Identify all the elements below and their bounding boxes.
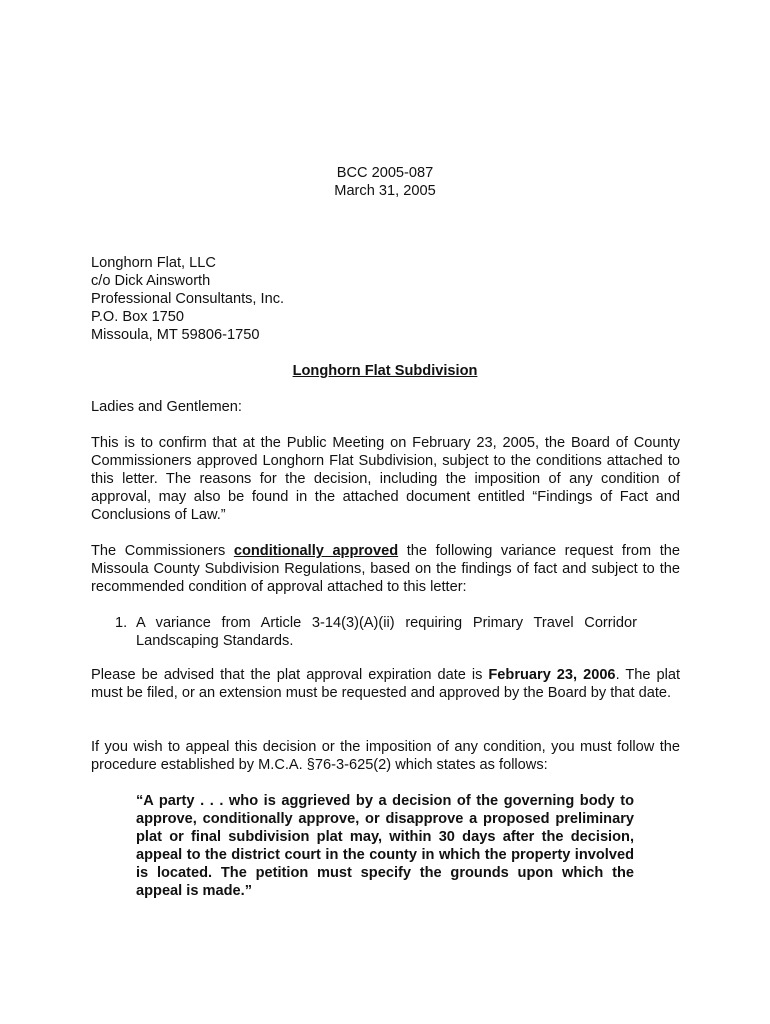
paragraph-text: Please be advised that the plat approval expiration date is bbox=[91, 667, 489, 683]
paragraph-confirmation: This is to confirm that at the Public Meeting on February 23, 2005, the Board of County Commissioners approved Longhorn Flat Subdivision, subject to the conditions attached to this letter. The reasons for the decision, including the imposition of any condition of approval, may also be found in the attached document entitled “Findings of Fact and Conclusions of Law.” bbox=[91, 435, 680, 523]
address-line: Missoula, MT 59806-1750 bbox=[91, 327, 260, 343]
address-line: P.O. Box 1750 bbox=[91, 309, 185, 325]
recipient-address bbox=[91, 254, 284, 344]
address-line: c/o Dick Ainsworth bbox=[91, 273, 211, 289]
paragraph-text: The Commissioners bbox=[91, 543, 234, 559]
paragraph-expiration bbox=[91, 666, 680, 702]
emphasis-expiration-date: February 23, 2006 bbox=[488, 667, 616, 683]
paragraph-appeal: If you wish to appeal this decision or the imposition of any condition, you must follow the procedure established by M.C.A. §76-3-625(2) which states as follows: bbox=[91, 739, 680, 773]
subject-line: Longhorn Flat Subdivision bbox=[292, 363, 478, 379]
address-line: Longhorn Flat, LLC bbox=[91, 255, 216, 271]
list-number: 1. bbox=[115, 615, 128, 631]
variance-list bbox=[115, 614, 637, 650]
salutation: Ladies and Gentlemen: bbox=[91, 399, 242, 415]
letter-date: March 31, 2005 bbox=[334, 183, 436, 199]
list-item: A variance from Article 3-14(3)(A)(ii) requiring Primary Travel Corridor Landscaping Standards. bbox=[136, 615, 637, 649]
paragraph-text: . The plat must be filed, or an extension must be requested and approved by the Board by that date. bbox=[91, 667, 681, 701]
paragraph-text: the following variance request from the Missoula County Subdivision Regulations, based on the findings of fact and subject to the recommended condition of approval attached to this letter: bbox=[91, 543, 680, 595]
paragraph-variance bbox=[91, 542, 680, 596]
emphasis-conditionally-approved: conditionally approved bbox=[233, 543, 399, 559]
reference-number: BCC 2005-087 bbox=[336, 165, 434, 181]
address-line: Professional Consultants, Inc. bbox=[91, 291, 285, 307]
letter-header bbox=[0, 164, 770, 200]
statute-quote: “A party . . . who is aggrieved by a decision of the governing body to approve, conditionally approve, or disapprove a proposed preliminary plat or final subdivision plat may, within 30 days after the decision, appeal to the district court in the county in which the property involved is located. The petition must specify the grounds upon which the appeal is made.” bbox=[136, 793, 634, 899]
